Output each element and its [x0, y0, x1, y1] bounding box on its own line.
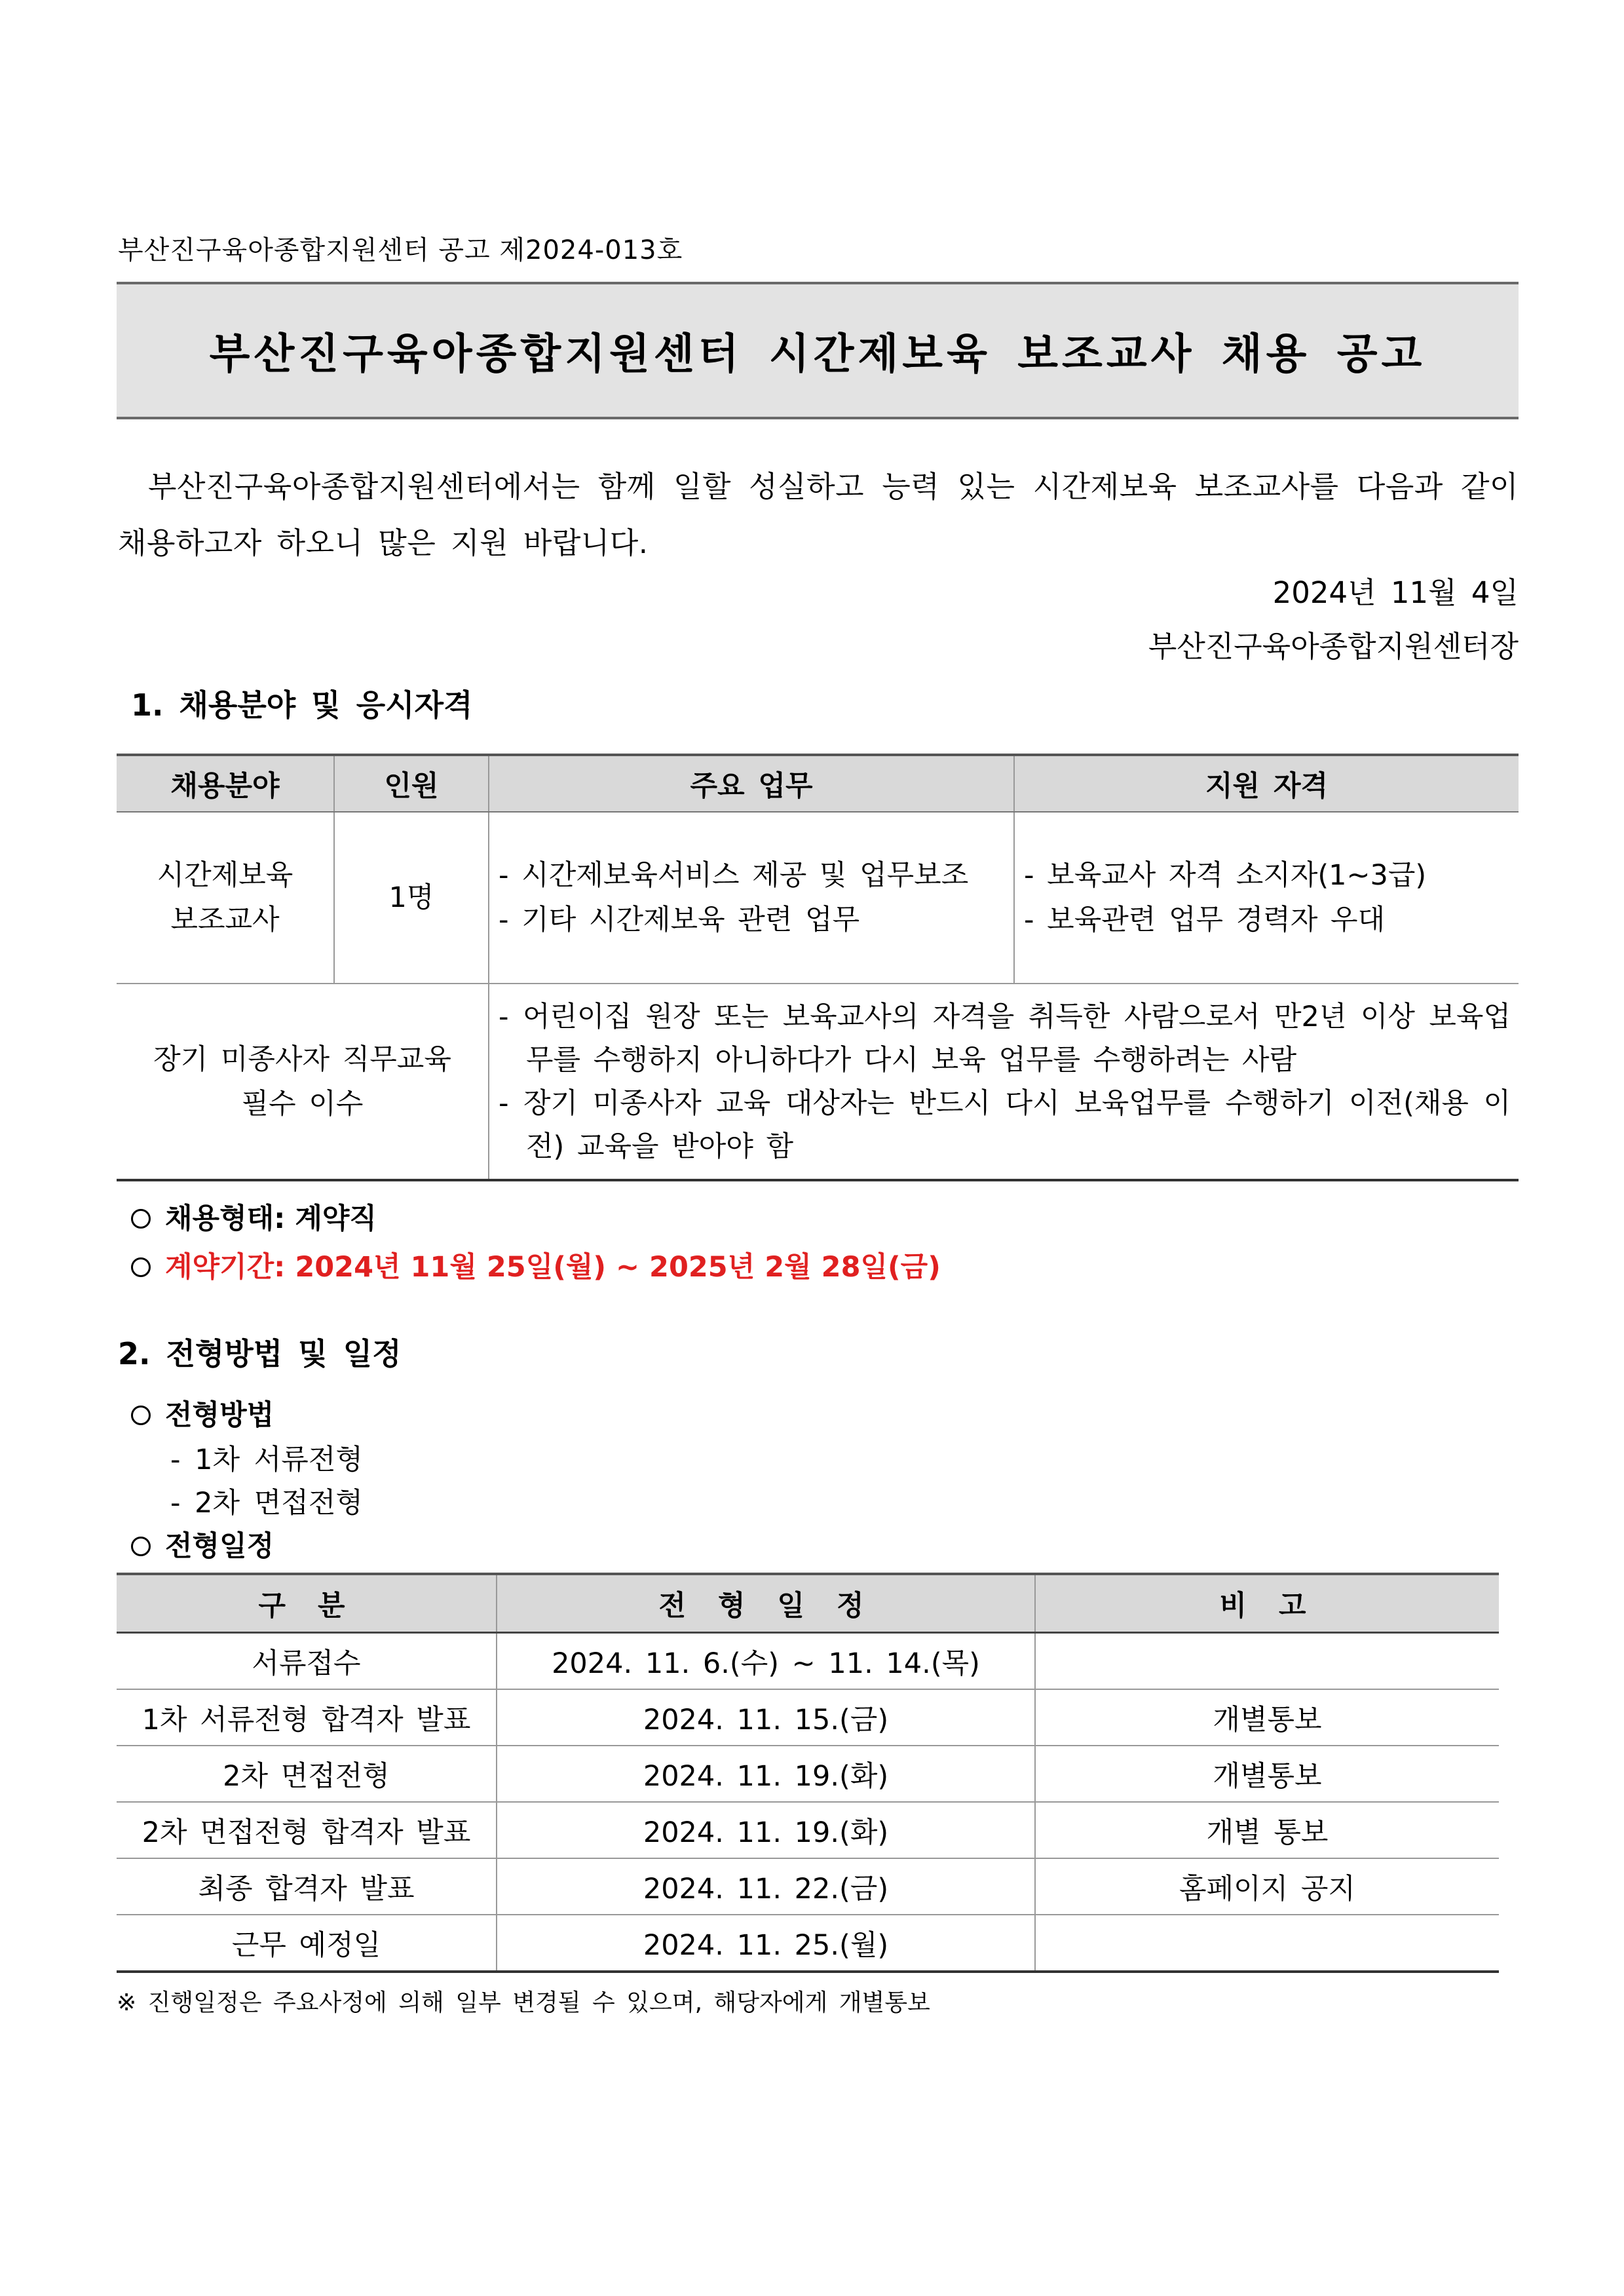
footnote: ※ 진행일정은 주요사정에 의해 일부 변경될 수 있으며, 해당자에게 개별통보 [117, 1989, 930, 2016]
schedule-row [117, 1858, 1499, 1915]
schedule-table [117, 1573, 1499, 1973]
page-title: 부산진구육아종합지원센터 시간제보육 보조교사 채용 공고 [209, 330, 1426, 379]
schedule-row [117, 1915, 1499, 1972]
schedule-category: 최종 합격자 발표 [117, 1858, 497, 1915]
notice-date: 2024년 11월 4일 [1272, 575, 1519, 610]
section2-heading: 2. 전형방법 및 일정 [118, 1336, 402, 1371]
schedule-label: 전형일정 [131, 1524, 274, 1564]
schedule-date: 2024. 11. 25.(월) [497, 1915, 1035, 1972]
header-field: 채용분야 [117, 755, 334, 812]
schedule-category: 1차 서류전형 합격자 발표 [117, 1689, 497, 1746]
employment-type: 채용형태: 계약직 [131, 1196, 377, 1236]
training-label-cell [117, 984, 489, 1180]
header-count: 인원 [334, 755, 489, 812]
recruitment-header-row [117, 755, 1519, 812]
qualification-cell [1014, 812, 1519, 984]
schedule-header-row [117, 1574, 1499, 1633]
schedule-category: 2차 면접전형 [117, 1746, 497, 1802]
training-description-item: - 장기 미종사자 교육 대상자는 반드시 다시 보육업무를 수행하기 이전(채용 이전) 교육을 받아야 함 [499, 1086, 1511, 1163]
schedule-remark: 개별 통보 [1035, 1802, 1499, 1858]
duty-cell [489, 812, 1014, 984]
intro-paragraph: 부산진구육아종합지원센터에서는 함께 일할 성실하고 능력 있는 시간제보육 보조교사를 다음과 같이 채용하고자 하오니 많은 지원 바랍니다. [118, 469, 1519, 560]
schedule-remark: 개별통보 [1035, 1746, 1499, 1802]
circle-bullet-icon [131, 1209, 151, 1229]
header-qualification: 지원 자격 [1014, 755, 1519, 812]
schedule-row [117, 1802, 1499, 1858]
schedule-row [117, 1633, 1499, 1690]
header-schedule: 전 형 일 정 [497, 1574, 1035, 1633]
recruitment-row [117, 812, 1519, 984]
circle-bullet-icon [131, 1257, 151, 1277]
qualification-item: - 보육교사 자격 소지자(1~3급) [1024, 859, 1427, 892]
schedule-date: 2024. 11. 15.(금) [497, 1689, 1035, 1746]
schedule-remark: 홈페이지 공지 [1035, 1858, 1499, 1915]
header-remarks: 비 고 [1035, 1574, 1499, 1633]
header-category: 구 분 [117, 1574, 497, 1633]
recruitment-table [117, 754, 1519, 1181]
title-banner [117, 282, 1519, 419]
training-description-item: - 어린이집 원장 또는 보육교사의 자격을 취득한 사람으로서 만2년 이상 보육업무를 수행하지 아니하다가 다시 보육 업무를 수행하려는 사람 [499, 1000, 1511, 1077]
circle-bullet-icon [131, 1406, 151, 1425]
schedule-date: 2024. 11. 19.(화) [497, 1746, 1035, 1802]
schedule-category: 서류접수 [117, 1633, 497, 1690]
issuer-name: 부산진구육아종합지원센터장 [1148, 629, 1519, 664]
method-label: 전형방법 [131, 1393, 274, 1433]
field-line: 시간제보육 [157, 859, 293, 892]
schedule-remark [1035, 1633, 1499, 1690]
training-row [117, 984, 1519, 1180]
schedule-date: 2024. 11. 19.(화) [497, 1802, 1035, 1858]
contract-period: 계약기간: 2024년 11월 25일(월) ~ 2025년 2월 28일(금) [131, 1245, 941, 1285]
header-duty: 주요 업무 [489, 755, 1014, 812]
schedule-row [117, 1746, 1499, 1802]
circle-bullet-icon [131, 1537, 151, 1556]
count-cell: 1명 [334, 812, 489, 984]
duty-item: - 시간제보육서비스 제공 및 업무보조 [499, 859, 969, 892]
training-label-line: 필수 이수 [241, 1087, 364, 1120]
method-item: - 1차 서류전형 [170, 1444, 363, 1476]
schedule-category: 근무 예정일 [117, 1915, 497, 1972]
schedule-date: 2024. 11. 22.(금) [497, 1858, 1035, 1915]
training-description-cell [489, 984, 1519, 1180]
section1-heading: 1. 채용분야 및 응시자격 [131, 687, 473, 723]
field-cell [117, 812, 334, 984]
schedule-remark: 개별통보 [1035, 1689, 1499, 1746]
qualification-item: - 보육관련 업무 경력자 우대 [1024, 904, 1386, 936]
duty-item: - 기타 시간제보육 관련 업무 [499, 904, 860, 936]
schedule-row [117, 1689, 1499, 1746]
notice-number: 부산진구육아종합지원센터 공고 제2024-013호 [118, 235, 683, 265]
schedule-date: 2024. 11. 6.(수) ~ 11. 14.(목) [497, 1633, 1035, 1690]
schedule-category: 2차 면접전형 합격자 발표 [117, 1802, 497, 1858]
method-item: - 2차 면접전형 [170, 1487, 363, 1520]
field-line: 보조교사 [170, 904, 280, 936]
training-label-line: 장기 미종사자 직무교육 [153, 1043, 451, 1076]
schedule-remark [1035, 1915, 1499, 1972]
